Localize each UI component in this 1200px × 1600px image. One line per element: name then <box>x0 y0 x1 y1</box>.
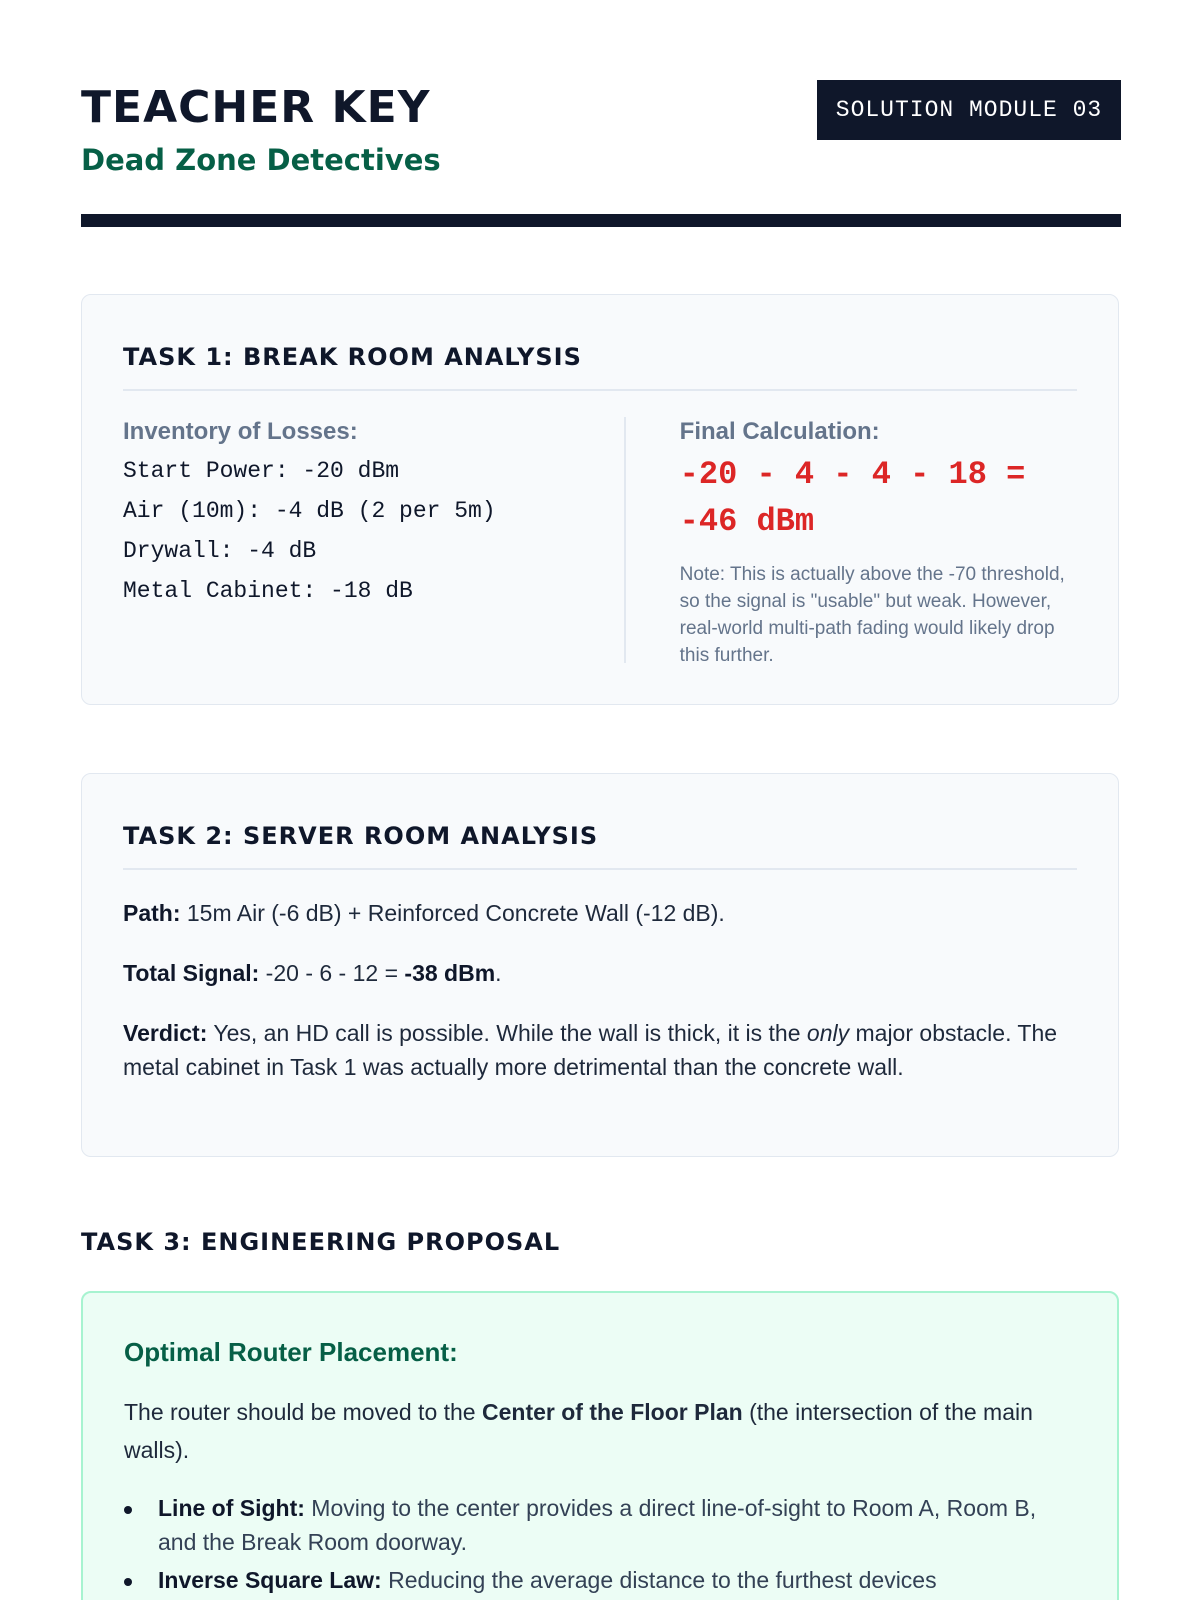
inventory-item: Drywall: -4 dB <box>123 538 317 564</box>
verdict-emphasis: only <box>806 1020 850 1046</box>
verdict-text-2: major obstacle. The metal cabinet in Task 1 was actually more detrimental than the concrete wall. <box>123 1020 1058 1080</box>
verdict-text-1: Yes, an HD call is possible. While the wall is thick, it is the <box>207 1020 807 1046</box>
bullet-icon <box>124 1506 132 1514</box>
header <box>81 80 1121 180</box>
page-title: TEACHER KEY <box>81 82 431 133</box>
router-placement-paragraph <box>124 1393 1076 1469</box>
rationale-label: Inverse Square Law: <box>158 1567 382 1593</box>
path-paragraph <box>123 896 1077 930</box>
inventory-list <box>123 451 624 611</box>
task1-title: TASK 1: BREAK ROOM ANALYSIS <box>123 295 1077 391</box>
calculation-column <box>626 417 1077 669</box>
calculation-result: -46 dBm <box>679 503 815 540</box>
inventory-column <box>123 417 626 663</box>
bullet-icon <box>124 1578 132 1586</box>
calculation-note: Note: This is actually above the -70 threshold, so the signal is "usable" but weak. However, real-world multi-path fading would likely drop this further. <box>679 564 1065 666</box>
total-signal-text: -20 - 6 - 12 = <box>259 960 405 986</box>
total-signal-label: Total Signal: <box>123 960 260 986</box>
router-placement-text-1: The router should be moved to the <box>124 1399 482 1425</box>
module-badge: SOLUTION MODULE 03 <box>817 80 1121 140</box>
router-placement-title: Optimal Router Placement: <box>124 1337 458 1367</box>
total-signal-paragraph <box>123 956 1077 990</box>
task2-title: TASK 2: SERVER ROOM ANALYSIS <box>123 774 1077 870</box>
rationale-item <box>124 1491 1076 1559</box>
inventory-label: Inventory of Losses: <box>123 418 358 445</box>
router-placement-card <box>81 1291 1119 1600</box>
final-calculation-label: Final Calculation: <box>679 418 880 445</box>
page-subtitle: Dead Zone Detectives <box>81 143 441 177</box>
task1-columns <box>123 417 1077 669</box>
task3-title: TASK 3: ENGINEERING PROPOSAL <box>81 1228 561 1256</box>
rationale-label: Line of Sight: <box>158 1495 305 1521</box>
rationale-text: Moving to the center provides a direct line-of-sight to Room A, Room B, and the Break Room doorway. <box>158 1495 1037 1555</box>
path-label: Path: <box>123 900 181 926</box>
inventory-item: Metal Cabinet: -18 dB <box>123 578 413 604</box>
header-divider <box>81 214 1121 227</box>
calculation-expression: -20 - 4 - 4 - 18 = <box>679 456 1026 493</box>
final-calculation <box>680 451 1077 545</box>
inventory-item: Air (10m): -4 dB (2 per 5m) <box>123 498 496 524</box>
verdict-label: Verdict: <box>123 1020 208 1046</box>
rationale-item <box>124 1563 1076 1597</box>
verdict-paragraph <box>123 1016 1077 1084</box>
total-signal-value: -38 dBm <box>404 960 496 986</box>
router-placement-location: Center of the Floor Plan <box>482 1399 743 1425</box>
total-signal-end: . <box>495 960 502 986</box>
inventory-item: Start Power: -20 dBm <box>123 458 400 484</box>
path-text: 15m Air (-6 dB) + Reinforced Concrete Wall (-12 dB). <box>180 900 725 926</box>
rationale-text: Reducing the average distance to the furthest devices <box>381 1567 937 1593</box>
task1-card <box>81 294 1119 705</box>
task2-card <box>81 773 1119 1157</box>
rationale-list <box>124 1491 1076 1597</box>
router-placement-text-2: (the intersection of the main walls). <box>124 1399 1033 1463</box>
